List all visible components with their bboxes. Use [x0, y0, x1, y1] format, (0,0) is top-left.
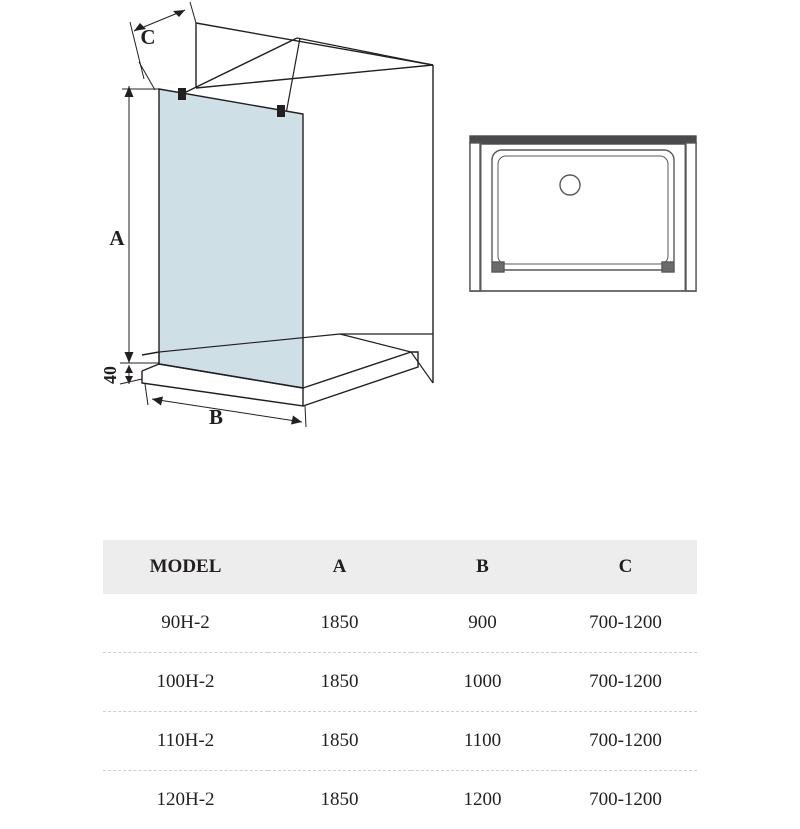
b-arrow-right — [291, 416, 302, 425]
tray-inner-right — [340, 334, 411, 352]
cell-model: 110H-2 — [103, 712, 268, 771]
column-header-a: A — [268, 540, 411, 594]
cell-c: 700-1200 — [554, 653, 697, 712]
b-extension-left — [145, 384, 148, 405]
cell-c: 700-1200 — [554, 712, 697, 771]
b-arrow-left — [152, 397, 163, 406]
b-extension-right — [305, 406, 306, 427]
tray-edge-a — [142, 364, 159, 371]
tray-to-wall-line — [411, 352, 433, 383]
a-arrow-head-bottom — [125, 352, 134, 363]
plan-left-rail — [470, 143, 480, 291]
ceiling-front-edge — [196, 65, 433, 88]
cell-model: 120H-2 — [103, 771, 268, 829]
cell-a: 1850 — [268, 594, 411, 653]
plan-tray-outline — [492, 150, 674, 270]
table-row — [103, 712, 697, 771]
tray-front-right-edge — [303, 352, 411, 388]
plan-top-bar — [470, 136, 696, 144]
support-bar-left — [182, 38, 297, 94]
plan-foot-right — [662, 262, 674, 272]
cell-a: 1850 — [268, 771, 411, 829]
label-c: C — [140, 25, 155, 49]
cell-b: 900 — [411, 594, 554, 653]
specification-table — [103, 540, 697, 829]
tray-right-side — [303, 352, 418, 406]
label-base-height: 40 — [100, 366, 120, 384]
ceiling-back-edge — [196, 23, 433, 65]
plan-foot-left — [492, 262, 504, 272]
glass-panel — [159, 89, 303, 388]
label-a: A — [109, 226, 125, 250]
cell-a: 1850 — [268, 653, 411, 712]
plan-tray-inner — [498, 156, 668, 264]
c-extension-right — [190, 2, 196, 23]
column-header-model: MODEL — [103, 540, 268, 594]
column-header-b: B — [411, 540, 554, 594]
label-b: B — [209, 405, 223, 429]
cell-model: 90H-2 — [103, 594, 268, 653]
a-arrow-head-top — [125, 86, 134, 97]
plan-drain-icon — [560, 175, 580, 195]
plan-view — [470, 136, 696, 291]
cell-model: 100H-2 — [103, 653, 268, 712]
plan-right-rail — [686, 143, 696, 291]
perspective-view — [120, 2, 433, 427]
glass-clamp-left — [178, 88, 186, 100]
cell-b: 1000 — [411, 653, 554, 712]
table-row — [103, 594, 697, 653]
base-arrow-top — [125, 365, 133, 373]
column-header-c: C — [554, 540, 697, 594]
cell-a: 1850 — [268, 712, 411, 771]
cell-b: 1200 — [411, 771, 554, 829]
tray-left-small — [142, 352, 159, 355]
support-bar-top — [297, 38, 433, 65]
cell-c: 700-1200 — [554, 594, 697, 653]
table-header-row — [103, 540, 697, 594]
c-tick-line — [139, 62, 155, 90]
table-row — [103, 653, 697, 712]
c-arrow-head-right — [173, 10, 185, 17]
glass-clamp-right — [277, 105, 285, 117]
cell-b: 1100 — [411, 712, 554, 771]
cell-c: 700-1200 — [554, 771, 697, 829]
